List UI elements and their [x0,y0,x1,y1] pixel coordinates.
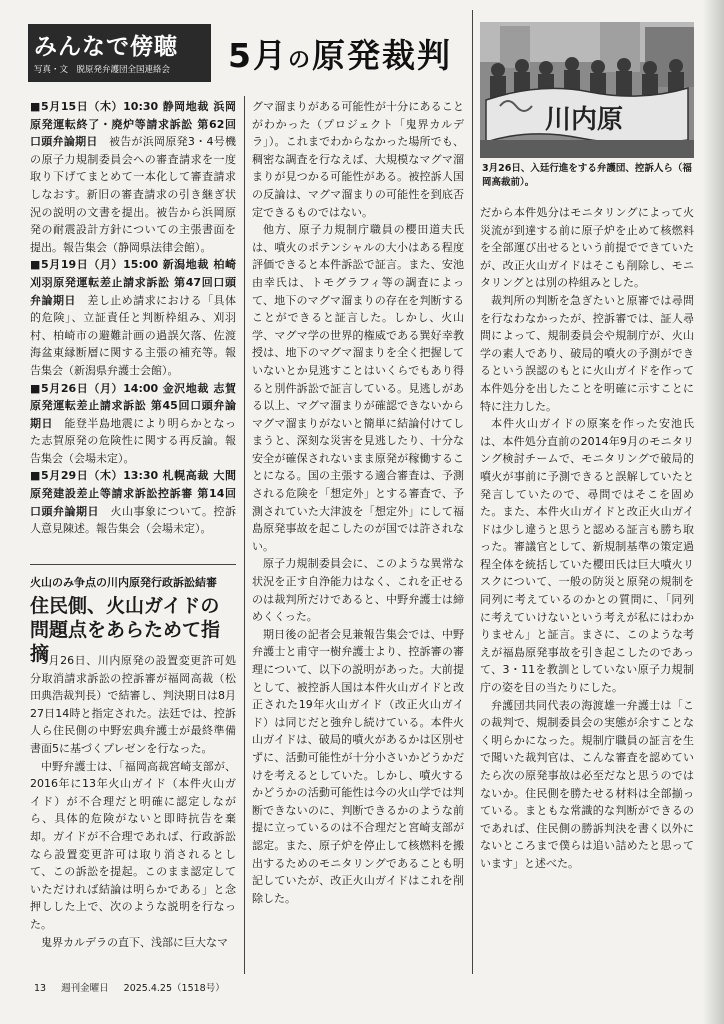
subarticle-headline: 住民側、火山ガイドの問題点をあらためて指摘 [30,595,221,665]
schedule-date: ■5月26日（月）14:00 金沢地裁 志賀原発運転差止請求訴訟 第45回口頭弁論期日 [30,381,236,430]
article-paragraph: だから本件処分はモニタリングによって火災流が到達する前に原子炉を止めて核燃料を全部運び出せるという前提でできていたが、改正火山ガイドはそこも削除し、モニタリングとは別の枠組みとした。 [480,206,694,290]
article-paragraph: 弁護団共同代表の海渡雄一弁護士は「この裁判で、規制委員会の実態が余すことなく明らかになった。規制庁職員の証言を生で聞いた裁判官は、こんな審査を認めていたら次の原発事故は必至だなと思うのではないか。住民側を勝たせる材料は全部揃っている。まともな常識的な判断ができるのであれば、住民側の勝訴判決を書く以外にないところまで僕らは追い詰めたと思っています」と述べた。 [480,698,694,870]
section-divider [30,564,236,565]
magazine-name: 週刊金曜日 [61,983,109,994]
page-footer [34,980,237,994]
schedule-date: ■5月19日（月）15:00 新潟地裁 柏崎刈羽原発運転差止請求訴訟 第47回口頭弁論期日 [30,258,236,307]
schedule-body: 被告が浜岡原発3・4号機の原子力規制委員会への審査請求を一度取り下げてまとめて一本化して審査請求しなおす。新旧の審査請求の引き継ぎ状況の説明の文書を提出。被告から浜岡原発の耐震設計方針についての主張書面を提出。報告集会（静岡県法律会館）。 [30,135,237,254]
schedule-item [30,256,236,379]
protest-photo [480,22,694,158]
article-paragraph: 原子力規制委員会に、このような異常な状況を正す自浄能力はなく、これを正せるのは裁判所だけであると、中野弁護士は締めくくった。 [252,557,464,624]
article-column-2 [252,98,464,907]
protest-photo-illustration [480,22,694,158]
binding-shadow [702,0,724,1024]
column-divider-2 [472,10,473,974]
article-paragraph: 期日後の記者会見兼報告集会では、中野弁護士と甫守一樹弁護士より、控訴審の審理について、以下の説明があった。大前提として、被控訴人国は本件火山ガイドと改正された19年火山ガイド（改正火山ガイド）は同じだと強弁し続けている。本件火山ガイドは、破局的噴火があるかは区別せずに、活動可能性が十分小さいかどうかだけを考えるとしていた。しかし、噴火するかどうかの活動可能性は今の火山学では判断できないのに、判断できるかのような前提に立っているのは不合理だと宮崎支部が認定。また、原子炉を停止して核燃料を搬出するためのモニタリングであることも明記していたが、改正火山ガイドはこれを削除した。 [252,627,464,905]
page-headline [228,30,452,77]
series-credit: 写真・文 脱原発弁護団全国連絡会 [34,65,171,75]
schedule-body: 能登半島地震により明らかとなった志賀原発の危険性に関する再反論。報告集会（会場未定）。 [30,416,237,465]
article-paragraph: 3月26日、川内原発の設置変更許可処分取消請求訴訟の控訴審が福岡高裁（松田典浩裁判長）で結審し、判決期日は8月27日14時と指定された。法廷では、控訴人ら住民側の中野宏典弁護士が最終準備書面5に基づくプレゼンを行なった。 [30,654,236,755]
article-paragraph: 裁判所の判断を急ぎたいと原審では尋問を行なわなかったが、控訴審では、証人尋問によって、規制委員会や規制庁が、火山学の素人であり、破局的噴火の予測ができるという誤認のもとに火山ガイドを作って本件処分を出したことを明確に示すことに特に注力した。 [480,293,694,413]
schedule-date: ■5月29日（木）13:30 札幌高裁 大間原発建設差止等請求訴訟控訴審 第14回口頭弁論期日 [30,469,236,518]
schedule-body: 差し止め請求における「具体的危険」、立証責任と判断枠組み、刈羽村、柏崎市の避難計画の過誤欠落、佐渡海盆東縁断層に関する主張の補充等。報告集会（新潟県弁護士会館）。 [30,293,237,377]
schedule-body: 火山事象について。控訴人意見陳述。報告集会（会場未定）。 [30,504,237,536]
series-title: みんなで傍聴 [34,34,178,60]
schedule-date: ■5月15日（木）10:30 静岡地裁 浜岡原発運転終了・廃炉等請求訴訟 第62回口頭弁論期日 [30,100,236,149]
article-column-3 [480,204,694,873]
schedule-item [30,98,236,256]
article-paragraph: グマ溜まりがある可能性が十分にあることがわかった（プロジェクト「鬼界カルデラ」）。これまでわからなかった場所でも、稠密な調査を行なえば、大規模なマグマ溜まりが見つかる可能性がある。被控訴人国の反論は、マグマ溜まりの可能性を到底否定できるものではない。 [252,100,464,219]
column-divider-1 [244,96,245,652]
photo-caption: 3月26日、入廷行進をする弁護団、控訴人ら（福岡高裁前）。 [482,163,692,188]
article-paragraph: 他方、原子力規制庁職員の櫻田道夫氏は、噴火のポテンシャルの大小はある程度評価できると本件訴訟で証言。また、安池由幸氏は、トモグラフィ等の調査によって、地下のマグマ溜まりの存在を判断することができると証言した。しかし、火山学、マグマ学の世界的権威である巽好幸教授は、地下のマグマ溜まりを全く把握していないとか見逃すことはいくらでもあり得ると別件訴訟で証言している。見逃しがある以上、マグマ溜まりが確認できないからマグマ溜まりがないと簡単に結論付けてしまうと、深刻な災害を見逃したり、十分な安全が確保されないまま原発が稼働することになる。国の主張する適合審査は、予測される危険を「想定外」とする審査で、予測されていた大津波を「想定外」にして福島原発事故を起こしたのが国では許されない。 [252,223,464,553]
schedule-column [30,98,236,538]
article-column-1 [30,652,236,951]
headline-pre: 5月 [228,36,288,75]
headline-post: 原発裁判 [311,36,452,75]
column-divider-1b [244,652,245,974]
page-number: 13 [34,983,47,994]
article-paragraph: 鬼界カルデラの直下、浅部に巨大なマ [41,935,228,949]
subarticle-kicker: 火山のみ争点の川内原発行政訴訟結審 [30,576,217,589]
headline-mid: の [287,48,312,73]
issue-info: 2025.4.25（1518号） [123,983,225,994]
schedule-item [30,467,236,537]
article-paragraph: 本件火山ガイドの原案を作った安池氏は、本件処分直前の2014年9月のモニタリング検討チームで、モニタリングで破局的噴火が事前に予測できると誤解していたと発言していたので、尋問ではそこを固めた。また、本件火山ガイドと改正火山ガイドは少し違うと思うと認める証言も勝ち取った。審議官として、新規制基準の策定過程全体を統括していた櫻田氏は巨大噴火リスクについて、一般の防災と原発の規制を同列に考えているのかとの質問に、「同列に考えていけないという考えが私にはわかりません」と証言。まさに、このような考えが福島原発事故を引き起こしたのであって、3・11を教訓としていない原子力規制庁の姿を目の当たりにした。 [480,417,694,695]
series-label-box [28,24,211,82]
banner-text: 川内原 [544,105,624,135]
article-paragraph: 中野弁護士は、「福岡高裁宮崎支部が、2016年に13年火山ガイド（本件火山ガイド）が不合理だと明確に認定しながら、具体的危険がないと即時抗告を棄却。ガイドが不合理であれば、行政訴訟なら設置変更許可は取り消されるとして、この訴訟を提起。このまま認定していただければ結論は明らかである」と念押しした上で、次のような説明を行なった。 [30,759,236,931]
schedule-item [30,380,236,468]
